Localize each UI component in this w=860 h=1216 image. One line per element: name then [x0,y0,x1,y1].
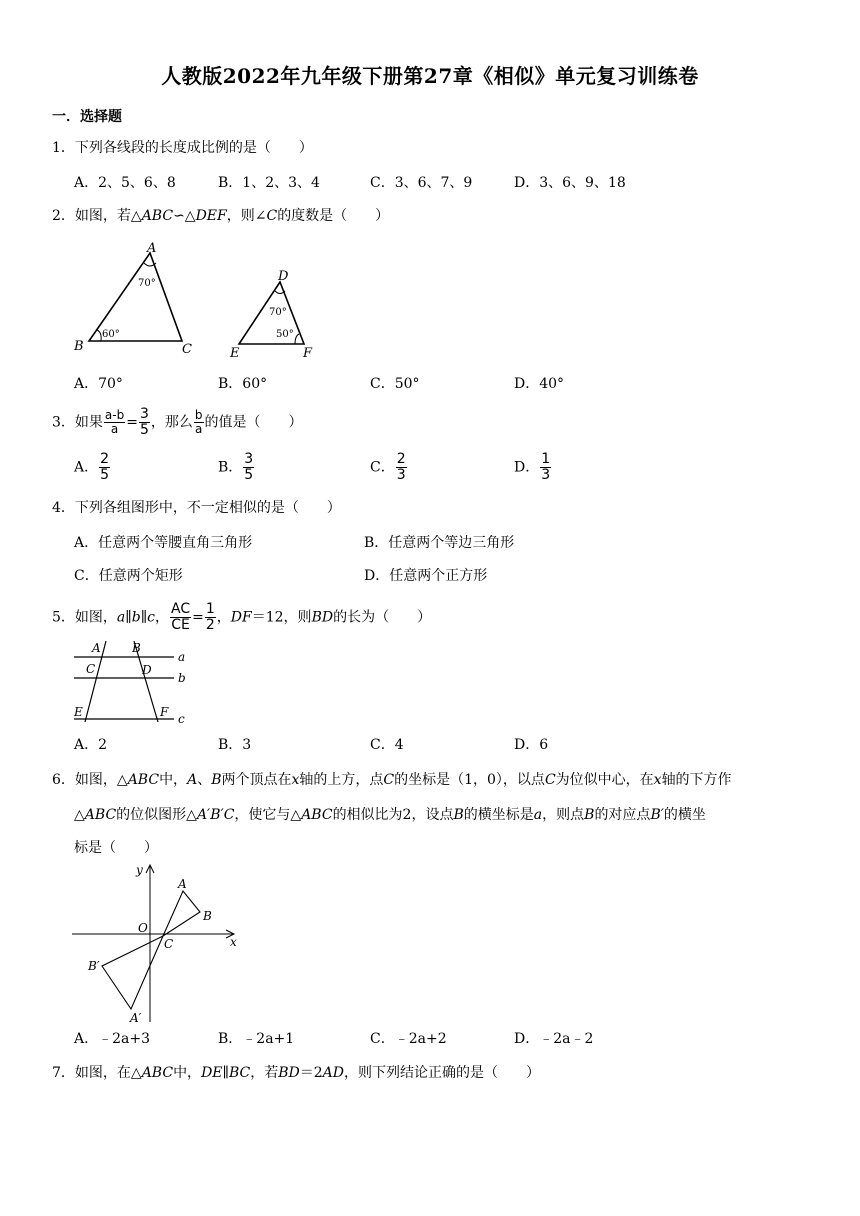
question-7-stem: 7．如图，在△ABC中，DE∥BC，若BD＝2AD，则下列结论正确的是（ ） [52,1065,541,1081]
q4-option-d[interactable]: D．任意两个正方形 [364,568,488,584]
label-a-point: A [92,641,101,655]
angle-d-value: 70° [269,307,287,318]
angle-b-arc [97,330,101,341]
q5-option-a[interactable]: A．2 [74,737,108,753]
section-heading: 一．选择题 [52,109,122,125]
label-c: C [182,342,192,357]
question-1-stem: 1．下列各线段的长度成比例的是（ ） [52,140,313,156]
q3-option-a[interactable]: A． $\frac{2}{5}$ [74,451,110,483]
label-b: B [203,909,212,923]
q2-option-c[interactable]: C．50° [370,376,420,392]
q4-option-c[interactable]: C．任意两个矩形 [74,568,183,584]
q3-option-d[interactable]: D． $\frac{1}{3}$ [514,451,551,483]
triangle-a1b1c [102,936,163,1009]
question-2-stem: 2．如图，若△ABC∽△DEF，则∠C的度数是（ ） [52,208,390,224]
q3-option-b[interactable]: B． $\frac{3}{5}$ [218,451,254,483]
q5-parallel-lines-figure [70,636,200,732]
q6-option-d[interactable]: D．﹣2a﹣2 [514,1031,594,1047]
q1-option-a[interactable]: A．2、5、6、8 [74,175,176,191]
question-5-stem: 5．如图，a∥b∥c， $\frac{AC}{CE}$ = $\frac{1}{2}$ ，DF＝12，则BD的长为（ ） [52,601,432,633]
q5-option-b[interactable]: B．3 [218,737,252,753]
label-origin: O [138,921,148,935]
q5-frac-1: $\frac{AC}{CE}$ [171,601,191,633]
label-e: E [230,346,240,361]
label-d: D [278,269,289,284]
label-a: A [147,241,157,256]
angle-f-arc [295,334,299,344]
q3-frac-1: $\frac{a-b}{a}$ [104,408,125,436]
label-y-axis: y [136,863,143,877]
question-6-line-1: 6．如图，△ABC中，A、B两个顶点在x轴的上方，点C的坐标是（1，0），以点C为位似中心，在x轴的下方作 [52,772,732,788]
label-x-axis: x [230,935,237,949]
q2-triangles-figure [70,236,330,366]
q1-option-d[interactable]: D．3、6、9、18 [514,175,626,191]
label-line-a: a [178,650,186,664]
label-b: B [74,339,84,354]
q5-option-c[interactable]: C．4 [370,737,404,753]
label-f: F [303,346,313,361]
label-c-point: C [86,662,96,676]
label-line-c: c [178,712,185,726]
label-c: C [164,937,174,951]
q5-frac-2: $\frac{1}{2}$ [205,601,215,633]
q3-option-c[interactable]: C． $\frac{2}{3}$ [370,451,406,483]
label-b-point: B [132,641,141,655]
q6-coordinate-figure [68,860,253,1025]
page-title: 人教版2022年九年级下册第27章《相似》单元复习训练卷 [161,64,699,88]
q1-option-b[interactable]: B．1、2、3、4 [218,175,320,191]
triangle-abc [163,891,200,936]
label-line-b: b [178,671,186,685]
q6-option-a[interactable]: A．﹣2a+3 [74,1031,151,1047]
question-6-line-3: 标是（ ） [74,840,158,856]
q1-option-c[interactable]: C．3、6、7、9 [370,175,473,191]
label-a: A [178,877,187,891]
triangle-abc [89,253,182,341]
question-4-stem: 4．下列各组图形中，不一定相似的是（ ） [52,500,341,516]
q3-frac-2: $\frac{3}{5}$ [139,406,149,438]
label-a-prime: A′ [130,1011,142,1025]
q4-option-a[interactable]: A．任意两个等腰直角三角形 [74,535,253,551]
angle-b-value: 60° [102,329,120,340]
q2-option-a[interactable]: A．70° [74,376,123,392]
question-3-stem: 3．如果 $\frac{a-b}{a}$ = $\frac{3}{5}$ ，那么 $\frac{b}{a}$ 的值是（ ） [52,406,303,438]
q6-option-b[interactable]: B．﹣2a+1 [218,1031,295,1047]
label-b-prime: B′ [88,959,100,973]
angle-f-value: 50° [276,329,294,340]
q4-option-b[interactable]: B．任意两个等边三角形 [364,535,515,551]
angle-a-value: 70° [138,278,156,289]
label-f-point: F [160,705,169,719]
q5-option-d[interactable]: D．6 [514,737,549,753]
label-e-point: E [74,705,83,719]
question-6-line-2: △ABC的位似图形△A′B′C，使它与△ABC的相似比为2，设点B的横坐标是a，则点B的对应点B′的横坐 [74,807,706,823]
q3-frac-3: $\frac{b}{a}$ [194,408,203,436]
q6-option-c[interactable]: C．﹣2a+2 [370,1031,447,1047]
q2-option-b[interactable]: B．60° [218,376,268,392]
q2-option-d[interactable]: D．40° [514,376,565,392]
label-d-point: D [142,663,152,677]
